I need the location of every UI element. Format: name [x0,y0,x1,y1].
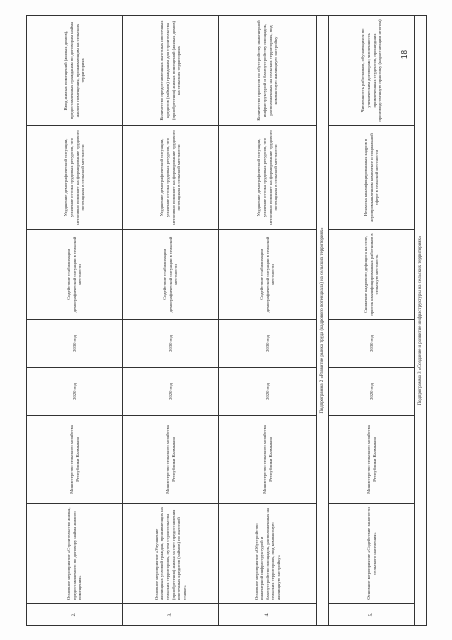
activity-cell: Основное мероприятие «Улучшение жилищных условий граждан, проживающих на сельских территориях, путем строительства (приобретения) жилья за счет предоставления ипотечных кредитов (займов) по льготной ставке» [123,504,219,604]
end-year-cell: 2030 год [123,320,219,368]
subprogram-3-title: Подпрограмма 3 «Создание и развитие инфраструктуры на сельских территориях» [415,16,427,626]
table-row [219,16,317,626]
activities-table [26,15,427,626]
subprogram-header-row [415,16,427,626]
start-year-cell: 2020 год [123,368,219,416]
row-number: 3. [123,604,219,626]
row-number: 2. [27,604,123,626]
start-year-cell: 2020 год [219,368,317,416]
row-number: 4. [219,604,317,626]
executor-cell: Министерство сельского хозяйства Республики Калмыкия [27,416,123,504]
end-year-cell: 2030 год [329,320,415,368]
result-cell: Снижение кадрового дефицита на селе, приток квалифицированных работников в сельскую местность [329,230,415,320]
executor-cell: Министерство сельского хозяйства Республики Калмыкия [219,416,317,504]
indicator-cell: Количество проектов по обустройству инженерной инфраструктурой и благоустройству площадок, расположенных на сельских территориях, под компактную жилищную застройку [219,16,317,126]
consequences-cell: Ухудшение демографической ситуации, усиление оттока трудовых ресурсов, что негативно повлияет на формирование трудового потенциала в сельской местности [123,126,219,230]
activity-cell: Основное мероприятие «Обустройство инженерной инфраструктурой и благоустройство площадок, расположенных на сельских территориях, под компактную жилищную застройку» [219,504,317,604]
activity-cell: Основное мероприятие «Содействие занятости сельского населения» [329,504,415,604]
executor-cell: Министерство сельского хозяйства Республики Калмыкия [329,416,415,504]
start-year-cell: 2020 год [329,368,415,416]
table-row [27,16,123,626]
result-cell: Содействие стабилизации демографической ситуации в сельской местности [123,230,219,320]
result-cell: Содействие стабилизации демографической ситуации в сельской местности [27,230,123,320]
end-year-cell: 2030 год [219,320,317,368]
indicator-cell: Численность работников, обучающихся по ученическим договорам; численность привлеченных студентов, прошедших производственную практику (нарастающим итогом) [329,16,415,126]
row-number: 5. [329,604,415,626]
subprogram-header-row [317,16,329,626]
table-row [123,16,219,626]
subprogram-2-title: Подпрограмма 2 «Развитие рынка труда (кадрового потенциала) на сельских территориях» [317,16,329,626]
consequences-cell: Нехватка квалифицированных кадров в агропромышленном комплексе и социальной сфере в сельской местности [329,126,415,230]
end-year-cell: 2030 год [27,320,123,368]
consequences-cell: Ухудшение демографической ситуации, усиление оттока трудовых ресурсов, что негативно повлияет на формирование трудового потенциала в сельской местности [27,126,123,230]
result-cell: Содействие стабилизации демографической ситуации в сельской местности [219,230,317,320]
rotated-table-container [26,16,426,626]
indicator-cell: Количество предоставленных льготных ипотечных кредитов (займов) гражданам для строительства (приобретения) жилых помещений (жилых домов) на сельских территориях [123,16,219,126]
table-row [329,16,415,626]
indicator-cell: Ввод жилых помещений (жилых домов), предоставленных гражданам по договорам найма жилого помещения, проживающим на сельских территориях [27,16,123,126]
page-number: 18 [399,50,409,59]
activity-cell: Основное мероприятие «Строительство жилья, предоставляемого по договору найма жилого помещения» [27,504,123,604]
executor-cell: Министерство сельского хозяйства Республики Калмыкия [123,416,219,504]
consequences-cell: Ухудшение демографической ситуации, усиление оттока трудовых ресурсов, что негативно повлияет на формирование трудового потенциала в сельской местности [219,126,317,230]
start-year-cell: 2020 год [27,368,123,416]
